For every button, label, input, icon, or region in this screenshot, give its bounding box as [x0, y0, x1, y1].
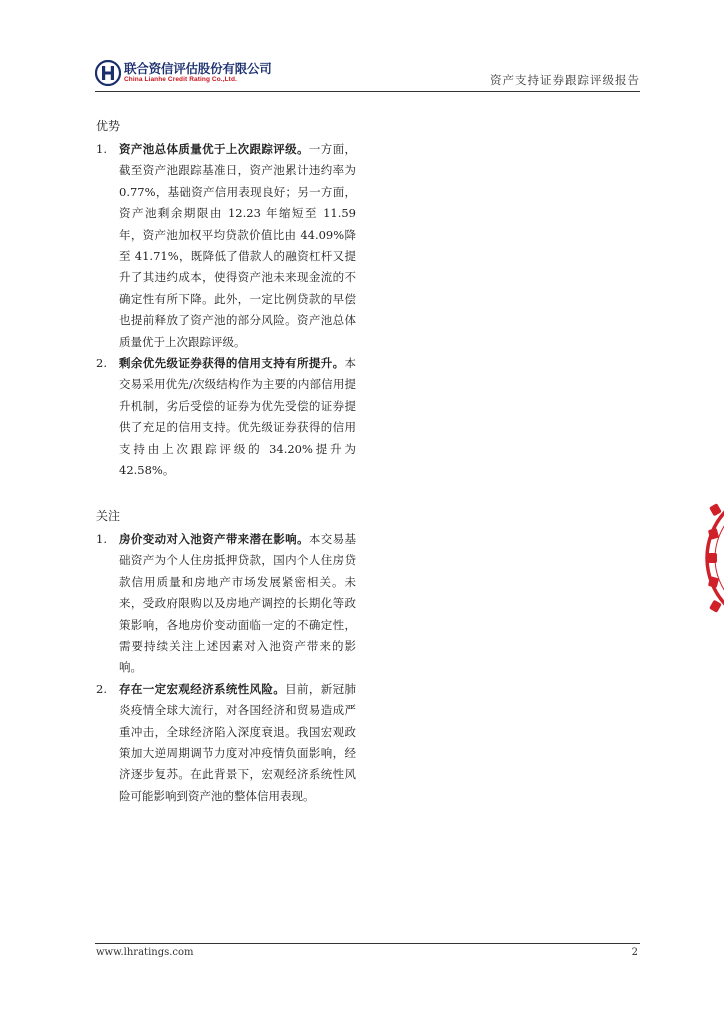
item-body: 一方面，截至资产池跟踪基准日，资产池累计违约率为 0.77%，基础资产信用表现良好；另一方面，资产池剩余期限由 12.23 年缩短至 11.59 年，资产池加权平均贷款价值比由 44.09%降至 41.71%，既降低了借款人的融资杠杆又提升了其违约成本，使得资产池未来现金流的不确定性有所下降。此外，一定比例贷款的早偿也提前释放了资产池的部分风险。资产池总体质量优于上次跟踪评级。 — [119, 142, 357, 349]
item-lead: 存在一定宏观经济系统性风险。 — [119, 681, 286, 696]
item-body: 本交易基础资产为个人住房抵押贷款，国内个人住房贷款信用质量和房地产市场发展紧密相关。未来，受政府限购以及房地产调控的长期化等政策影响，各地房价变动面临一定的不确定性，需要持续关注上述因素对入池资产带来的影响。 — [119, 532, 357, 675]
lianhe-logo-icon — [95, 60, 121, 86]
company-name-cn: 联合资信评估股份有限公司 — [124, 61, 272, 76]
concerns-section — [96, 508, 356, 807]
list-item — [96, 139, 356, 353]
item-number: 2. — [96, 356, 107, 371]
item-paragraph — [119, 139, 356, 353]
header-divider — [95, 91, 640, 92]
item-number: 1. — [96, 532, 107, 546]
section-title-strengths: 优势 — [96, 119, 121, 133]
item-lead: 房价变动对入池资产带来潜在影响。 — [119, 532, 309, 546]
item-number: 1. — [96, 142, 107, 156]
item-lead: 剩余优先级证券获得的信用支持有所提升。 — [119, 356, 345, 371]
list-item — [96, 529, 356, 679]
item-body: 目前，新冠肺炎疫情全球大流行，对各国经济和贸易造成严重冲击，全球经济陷入深度衰退。我国宏观政策加大逆周期调节力度对冲疫情负面影响，经济逐步复苏。在此背景下，宏观经济系统性风险可能影响到资产池的整体信用表现。 — [119, 681, 356, 803]
section-title-concerns: 关注 — [96, 509, 121, 523]
item-paragraph — [119, 529, 356, 679]
item-number: 2. — [96, 681, 107, 696]
item-paragraph — [119, 353, 356, 481]
company-name-en: China Lianhe Credit Rating Co.,Ltd. — [124, 76, 237, 83]
page-number: 2 — [631, 947, 638, 958]
page-header — [95, 58, 640, 90]
footer-website: www.lhratings.com — [96, 947, 194, 958]
footer-divider — [95, 943, 640, 944]
strengths-section — [96, 118, 356, 482]
item-body: 本交易采用优先/次级结构作为主要的内部信用提升机制，劣后受偿的证券为优先受偿的证券提供了充足的信用支持。优先级证券获得的信用支持由上次跟踪评级的 34.20%提升为 42.58%。 — [119, 356, 356, 478]
item-lead: 资产池总体质量优于上次跟踪评级。 — [119, 142, 309, 156]
company-seal-icon — [700, 483, 724, 633]
list-item — [96, 679, 356, 807]
report-type-title: 资产支持证券跟踪评级报告 — [490, 73, 640, 87]
list-item — [96, 353, 356, 481]
item-paragraph — [119, 679, 356, 807]
